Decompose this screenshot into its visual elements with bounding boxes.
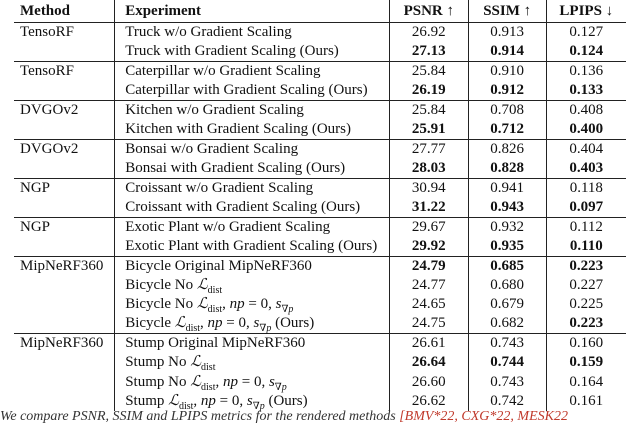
experiment-cell: Exotic Plant with Gradient Scaling (Ours): [115, 237, 390, 257]
lpips-cell: 0.400: [569, 121, 604, 137]
ssim-cell: 0.742: [468, 392, 546, 411]
table-row: [14, 198, 626, 218]
lpips-cell: 0.403: [569, 160, 604, 176]
table-row: [14, 257, 626, 277]
ssim-cell: 0.932: [468, 218, 546, 238]
method-cell: NGP: [14, 179, 115, 199]
lpips-cell: 0.164: [569, 373, 604, 390]
psnr-cell: 31.22: [389, 198, 468, 218]
caption-citation: [BMV*22, CXG*22, MESK22: [399, 409, 568, 424]
ssim-cell: 0.682: [468, 314, 546, 334]
lpips-cell: 0.223: [569, 315, 604, 332]
psnr-cell: 29.67: [389, 218, 468, 238]
ssim-cell: 0.708: [468, 101, 546, 121]
experiment-cell: Stump No ℒ$_{dist}$: [115, 353, 390, 372]
lpips-cell: 0.408: [546, 101, 626, 121]
header-method: Method: [14, 0, 115, 23]
ssim-cell: 0.680: [468, 276, 546, 295]
table-row: [14, 295, 626, 314]
ssim-cell: 0.943: [468, 198, 546, 218]
psnr-cell: 27.77: [389, 140, 468, 160]
table-caption: [0, 409, 640, 426]
ssim-cell: 0.828: [468, 159, 546, 179]
psnr-cell: 28.03: [389, 159, 468, 179]
experiment-cell: Caterpillar with Gradient Scaling (Ours): [115, 81, 390, 101]
table-row: [14, 23, 626, 43]
method-cell: [14, 120, 115, 140]
psnr-cell: 24.79: [389, 257, 468, 277]
table-row: [14, 276, 626, 295]
psnr-cell: 25.84: [389, 101, 468, 121]
table-row: [14, 140, 626, 160]
ssim-cell: 0.914: [468, 42, 546, 62]
lpips-cell: 0.118: [546, 179, 626, 199]
psnr-cell: 25.91: [389, 120, 468, 140]
results-table: [14, 0, 626, 411]
table-row: [14, 334, 626, 354]
psnr-cell: 24.65: [389, 295, 468, 314]
table-row: [14, 101, 626, 121]
method-cell: [14, 42, 115, 62]
ssim-cell: 0.913: [468, 23, 546, 43]
header-ssim: SSIM ↑: [468, 0, 546, 23]
lpips-cell: 0.136: [546, 62, 626, 82]
method-cell: [14, 198, 115, 218]
ssim-cell: 0.712: [468, 120, 546, 140]
method-cell: [14, 295, 115, 314]
lpips-cell: 0.110: [569, 238, 603, 254]
experiment-cell: Stump ℒ$_{dist}$, np = 0, $s_{\nabla p}$ (Ours): [115, 392, 390, 411]
method-cell: MipNeRF360: [14, 334, 115, 354]
psnr-cell: 24.77: [389, 276, 468, 295]
method-cell: [14, 373, 115, 392]
lpips-cell: 0.097: [569, 199, 604, 215]
experiment-cell: Bonsai with Gradient Scaling (Ours): [115, 159, 390, 179]
experiment-cell: Bicycle ℒ$_{dist}$, np = 0, $s_{\nabla p}$ (Ours): [115, 314, 390, 334]
experiment-cell: Truck w/o Gradient Scaling: [115, 23, 390, 43]
ssim-cell: 0.912: [468, 81, 546, 101]
method-cell: TensoRF: [14, 23, 115, 43]
experiment-cell: Kitchen w/o Gradient Scaling: [115, 101, 390, 121]
lpips-cell: 0.223: [546, 257, 626, 277]
lpips-cell: 0.133: [569, 82, 604, 98]
table-row: [14, 218, 626, 238]
psnr-cell: 26.92: [389, 23, 468, 43]
method-cell: MipNeRF360: [14, 257, 115, 277]
psnr-cell: 26.62: [389, 392, 468, 411]
table-body: [14, 23, 626, 411]
lpips-cell: 0.225: [569, 296, 604, 313]
ssim-cell: 0.826: [468, 140, 546, 160]
psnr-cell: 26.60: [389, 373, 468, 392]
table-row: [14, 42, 626, 62]
method-cell: DVGOv2: [14, 140, 115, 160]
psnr-cell: 26.61: [389, 334, 468, 354]
table-row: [14, 314, 626, 334]
ssim-cell: 0.743: [468, 373, 546, 392]
psnr-cell: 24.75: [389, 314, 468, 334]
psnr-cell: 26.64: [389, 353, 468, 372]
ssim-cell: 0.941: [468, 179, 546, 199]
method-cell: [14, 237, 115, 257]
method-cell: DVGOv2: [14, 101, 115, 121]
header-row: [14, 0, 626, 23]
ssim-cell: 0.744: [468, 353, 546, 372]
table-row: [14, 81, 626, 101]
experiment-cell: Croissant w/o Gradient Scaling: [115, 179, 390, 199]
psnr-cell: 30.94: [389, 179, 468, 199]
table-row: [14, 353, 626, 372]
method-cell: NGP: [14, 218, 115, 238]
lpips-cell: 0.227: [569, 277, 604, 294]
experiment-cell: Bicycle No ℒ$_{dist}$, np = 0, $s_{\nabla p}$: [115, 295, 390, 314]
lpips-cell: 0.404: [546, 140, 626, 160]
experiment-cell: Stump Original MipNeRF360: [115, 334, 390, 354]
psnr-cell: 26.19: [389, 81, 468, 101]
experiment-cell: Caterpillar w/o Gradient Scaling: [115, 62, 390, 82]
lpips-cell: 0.127: [569, 24, 604, 40]
ssim-cell: 0.935: [468, 237, 546, 257]
lpips-cell: 0.159: [569, 354, 604, 371]
caption-text: We compare PSNR, SSIM and LPIPS metrics for the rendered methods: [0, 409, 400, 424]
experiment-cell: Croissant with Gradient Scaling (Ours): [115, 198, 390, 218]
lpips-cell: 0.160: [546, 334, 626, 354]
table-row: [14, 373, 626, 392]
experiment-cell: Bicycle No ℒ$_{dist}$: [115, 276, 390, 295]
method-cell: [14, 314, 115, 334]
experiment-cell: Bonsai w/o Gradient Scaling: [115, 140, 390, 160]
table-row: [14, 62, 626, 82]
table-row: [14, 179, 626, 199]
ssim-cell: 0.679: [468, 295, 546, 314]
psnr-cell: 27.13: [389, 42, 468, 62]
experiment-cell: Exotic Plant w/o Gradient Scaling: [115, 218, 390, 238]
lpips-cell: 0.124: [569, 43, 604, 59]
method-cell: TensoRF: [14, 62, 115, 82]
table-row: [14, 237, 626, 257]
header-psnr: PSNR ↑: [389, 0, 468, 23]
psnr-cell: 29.92: [389, 237, 468, 257]
ssim-cell: 0.685: [468, 257, 546, 277]
header-lpips: LPIPS ↓: [546, 0, 626, 23]
method-cell: [14, 276, 115, 295]
lpips-cell: 0.112: [546, 218, 626, 238]
experiment-cell: Kitchen with Gradient Scaling (Ours): [115, 120, 390, 140]
psnr-cell: 25.84: [389, 62, 468, 82]
table-row: [14, 120, 626, 140]
method-cell: [14, 159, 115, 179]
ssim-cell: 0.743: [468, 334, 546, 354]
lpips-cell: 0.161: [569, 392, 604, 409]
method-cell: [14, 81, 115, 101]
method-cell: [14, 353, 115, 372]
table-row: [14, 159, 626, 179]
ssim-cell: 0.910: [468, 62, 546, 82]
experiment-cell: Bicycle Original MipNeRF360: [115, 257, 390, 277]
experiment-cell: Truck with Gradient Scaling (Ours): [115, 42, 390, 62]
experiment-cell: Stump No ℒ$_{dist}$, np = 0, $s_{\nabla p}$: [115, 373, 390, 392]
header-experiment: Experiment: [115, 0, 390, 23]
